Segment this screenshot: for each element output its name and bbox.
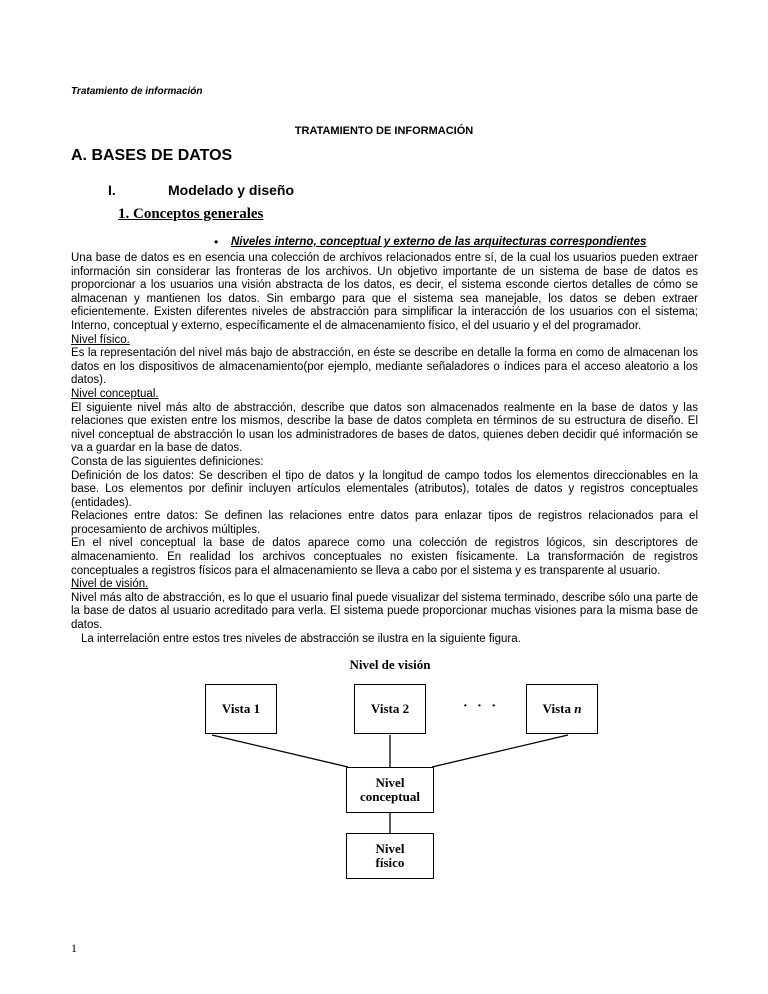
vista-n-variable: n xyxy=(574,701,582,716)
nivel-fisico-box xyxy=(346,833,434,879)
nivel-fisico-line2: físico xyxy=(375,855,405,870)
bullet-icon: • xyxy=(214,235,219,249)
vista-n-label: Vista xyxy=(542,701,575,716)
abstraction-levels-figure xyxy=(150,655,630,905)
body-text xyxy=(71,252,698,646)
paragraph: Una base de datos es en esencia una colección de archivos relacionados entre sí, de la cual los usuarios pueden extraer información sin considerar las fronteras de los archivos. Un objetivo importante de un sistema de base de datos es proporcionar a los usuarios una visión abstracta de los datos, es decir, el sistema esconde ciertos detalles de cómo se almacenan y mantienen los datos. Sin embargo para que el sistema sea manejable, los datos se deben extraer eficientemente. Existen diferentes niveles de abstracción para simplificar la interacción de los usuarios con el sistema; Interno, conceptual y externo, específicamente el de almacenamiento físico, el del usuario y el del programador. xyxy=(71,252,698,332)
paragraph: Nivel más alto de abstracción, es lo que el usuario final puede visualizar del sistema terminado, describe sólo una parte de la base de datos al usuario acreditado para verla. El sistema puede proporcionar muchas visiones para la misma base de datos. xyxy=(71,591,698,632)
page-number: 1 xyxy=(71,941,77,955)
ellipsis: · · · xyxy=(463,699,500,714)
vista-2-box: Vista 2 xyxy=(354,684,426,734)
paragraph: El siguiente nivel más alto de abstracción, describe que datos son almacenados realmente en la base de datos y las relaciones que existen entre los mismos, describe la base de datos completa en términos de su estructura de diseño. El nivel conceptual de abstracción lo usan los administradores de bases de datos, quienes deben decidir qué información se va a guardar en la base de datos. xyxy=(71,401,698,455)
vista-n-box xyxy=(526,684,598,734)
bullet-heading: Niveles interno, conceptual y externo de las arquitecturas correspondientes xyxy=(231,236,647,248)
figure-title: Nivel de visión xyxy=(349,657,431,672)
paragraph: Relaciones entre datos: Se definen las relaciones entre datos para enlazar tipos de registros relacionados para el procesamiento de archivos múltiples. xyxy=(71,510,698,536)
paragraph: Nivel conceptual. xyxy=(71,387,159,400)
vista-1-box: Vista 1 xyxy=(205,684,277,734)
paragraph: Nivel de visión. xyxy=(71,578,149,591)
nivel-conceptual-line2: conceptual xyxy=(360,789,420,804)
paragraph: Nivel físico. xyxy=(71,333,130,346)
paragraph: La interrelación entre estos tres niveles de abstracción se ilustra en la siguiente figura. xyxy=(81,632,521,645)
section-i-heading: Modelado y diseño xyxy=(168,182,295,198)
section-a-heading: A. BASES DE DATOS xyxy=(71,147,233,164)
paragraph: Consta de las siguientes definiciones: xyxy=(71,455,264,468)
running-header: Tratamiento de información xyxy=(71,86,203,97)
nivel-fisico-line1: Nivel xyxy=(375,841,405,856)
document-title: TRATAMIENTO DE INFORMACIÓN xyxy=(294,125,474,137)
paragraph: Es la representación del nivel más bajo de abstracción, en éste se describe en detalle la forma en como de almacenan los datos en los dispositivos de almacenamiento(por ejemplo, mediante señaladores o índices para el acceso aleatorio a los datos). xyxy=(71,347,698,387)
section-1-heading: 1. Conceptos generales xyxy=(118,206,264,222)
section-i-number: I. xyxy=(108,182,116,198)
nivel-conceptual-line1: Nivel xyxy=(375,775,405,790)
nivel-conceptual-box xyxy=(346,767,434,813)
paragraph: En el nivel conceptual la base de datos aparece como una colección de registros lógicos, sin descriptores de almacenamiento. En realidad los archivos conceptuales no existen físicamente. La transformación de registros conceptuales a registros físicos para el almacenamiento se lleva a cabo por el sistema y es transparente al usuario. xyxy=(71,537,698,577)
paragraph: Definición de los datos: Se describen el tipo de datos y la longitud de campo todos los elementos direccionables en la base. Los elementos por definir incluyen artículos elementales (atributos), totales de datos y registros conceptuales (entidades). xyxy=(71,469,698,509)
